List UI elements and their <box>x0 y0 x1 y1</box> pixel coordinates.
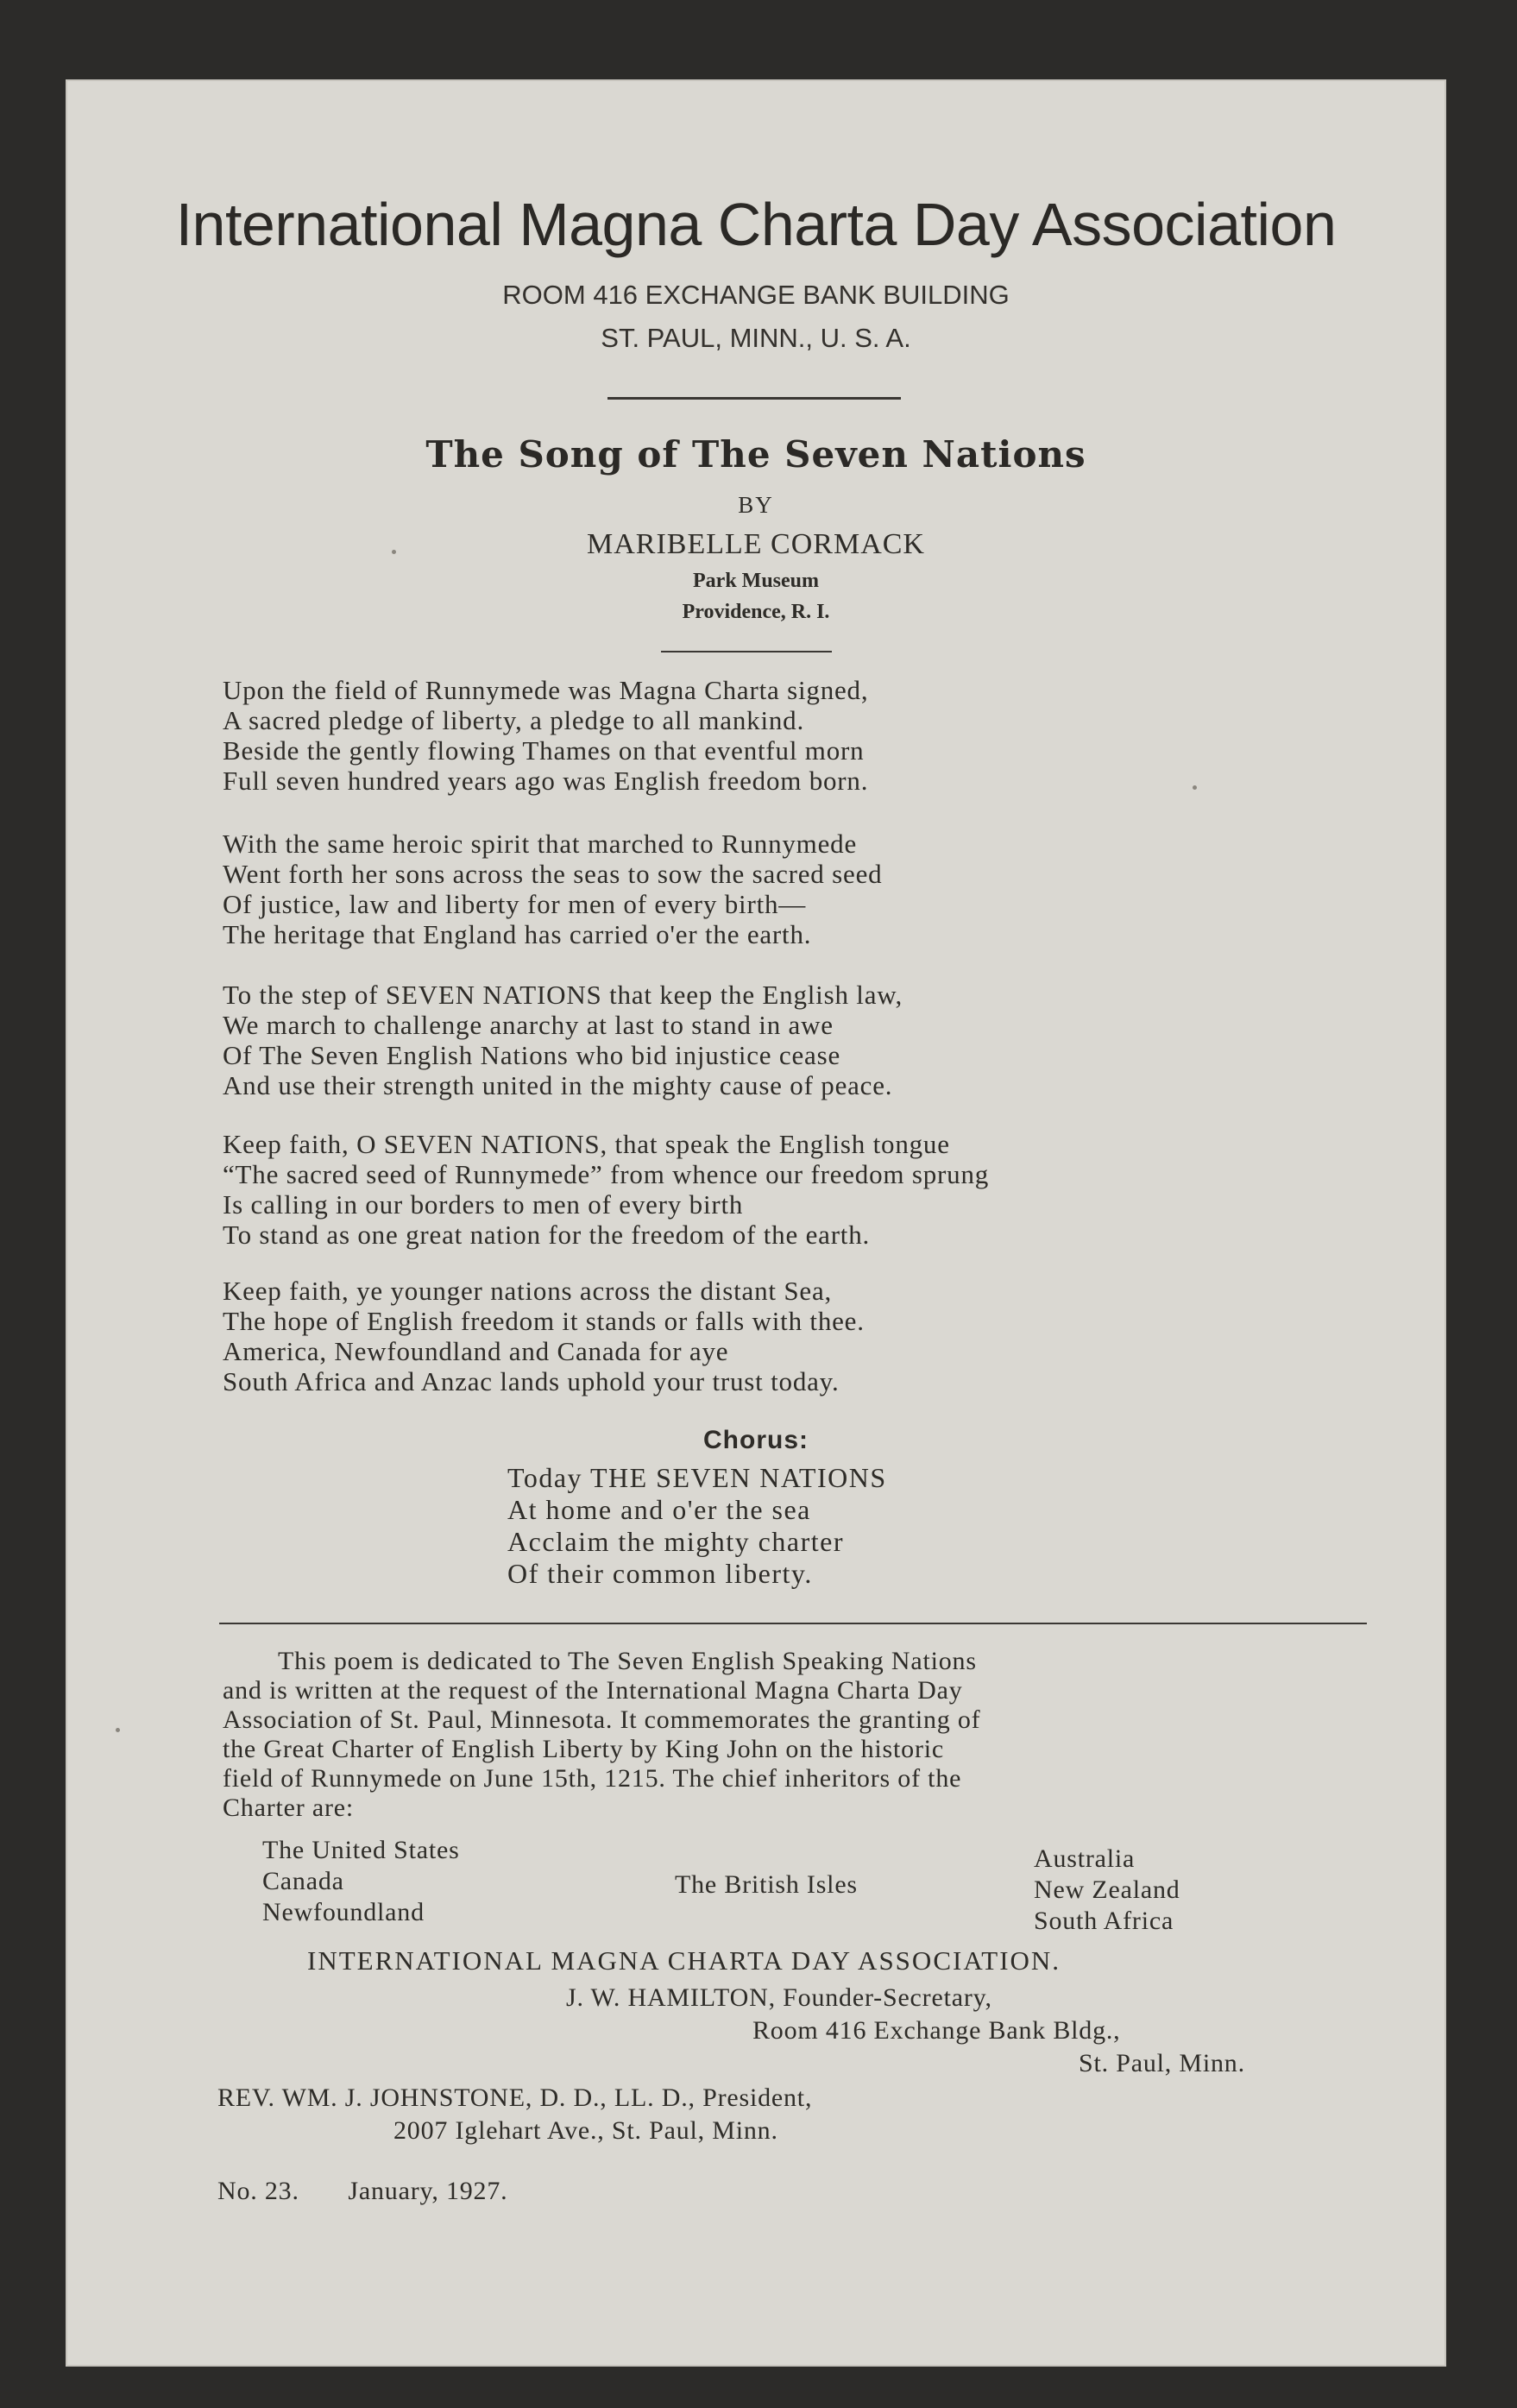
poem-line: South Africa and Anzac lands uphold your trust today. <box>223 1366 840 1396</box>
dedication-paragraph <box>223 1647 1379 1823</box>
byline-label: BY <box>738 492 774 518</box>
poem-stanza-4 <box>223 1129 1379 1250</box>
poem-line: To stand as one great nation for the freedom of the earth. <box>223 1220 871 1250</box>
issue-number: No. 23. <box>217 2177 299 2205</box>
poem-line: To the step of SEVEN NATIONS that keep the English law, <box>223 980 903 1010</box>
poem-stanza-2 <box>223 829 1379 949</box>
country-name: Australia <box>1034 1844 1136 1873</box>
chorus-block <box>507 1462 887 1590</box>
poem-line: Beside the gently flowing Thames on that eventful morn <box>223 735 865 766</box>
poem-line: Of The Seven English Nations who bid injustice cease <box>223 1040 841 1070</box>
poem-stanza-3 <box>223 980 1379 1100</box>
chorus-line: Today THE SEVEN NATIONS <box>507 1462 887 1493</box>
poem-line: Upon the field of Runnymede was Magna Charta signed, <box>223 675 869 705</box>
chorus-heading: Chorus: <box>703 1426 809 1454</box>
paper-speck <box>392 550 396 554</box>
dedication-line: the Great Charter of English Liberty by King John on the historic <box>223 1735 944 1763</box>
author-name: MARIBELLE CORMACK <box>587 528 925 560</box>
poem-line: We march to challenge anarchy at last to stand in awe <box>223 1010 834 1040</box>
country-name: Newfoundland <box>262 1898 425 1926</box>
country-name: New Zealand <box>1034 1875 1180 1904</box>
signature-founder: J. W. HAMILTON, Founder-Secretary, <box>566 1983 992 2012</box>
author-affiliation: Park Museum <box>693 570 819 592</box>
chorus-line: At home and o'er the sea <box>507 1494 811 1525</box>
country-name: Canada <box>262 1867 344 1895</box>
poem-line: The heritage that England has carried o'er the earth. <box>223 919 812 949</box>
poem-line: And use their strength united in the mighty cause of peace. <box>223 1070 893 1100</box>
chorus-line: Of their common liberty. <box>507 1558 813 1589</box>
countries-center <box>675 1869 858 1901</box>
org-title: International Magna Charta Day Association <box>175 191 1337 258</box>
poem-line: Keep faith, O SEVEN NATIONS, that speak the English tongue <box>223 1129 950 1159</box>
poem-stanza-1 <box>223 675 1379 796</box>
signature-president-address: 2007 Iglehart Ave., St. Paul, Minn. <box>393 2116 778 2145</box>
poem-line: A sacred pledge of liberty, a pledge to all mankind. <box>223 705 805 735</box>
address-line-1: ROOM 416 EXCHANGE BANK BUILDING <box>502 280 1010 310</box>
issue-date: January, 1927. <box>348 2177 508 2205</box>
poem-line: Keep faith, ye younger nations across the distant Sea, <box>223 1276 833 1306</box>
country-name: South Africa <box>1034 1907 1174 1935</box>
song-title: The Song of The Seven Nations <box>425 433 1086 476</box>
poem-line: Went forth her sons across the seas to sow the sacred seed <box>223 859 883 889</box>
dedication-line: and is written at the request of the International Magna Charta Day <box>223 1676 963 1705</box>
poem-stanza-5 <box>223 1276 1379 1396</box>
country-name: The British Isles <box>675 1870 858 1899</box>
poem-line: “The sacred seed of Runnymede” from whence our freedom sprung <box>223 1159 990 1189</box>
address-line-2: ST. PAUL, MINN., U. S. A. <box>601 323 911 353</box>
dedication-line: Association of St. Paul, Minnesota. It commemorates the granting of <box>223 1705 981 1734</box>
poem-line: Full seven hundred years ago was English freedom born. <box>223 766 869 796</box>
poem-line: With the same heroic spirit that marched to Runnymede <box>223 829 858 859</box>
countries-left <box>262 1835 460 1928</box>
signature-president: REV. WM. J. JOHNSTONE, D. D., LL. D., President, <box>217 2083 813 2112</box>
signature-org: INTERNATIONAL MAGNA CHARTA DAY ASSOCIATION. <box>307 1945 1061 1976</box>
poem-line: Of justice, law and liberty for men of every birth— <box>223 889 807 919</box>
paper-speck <box>1193 785 1197 790</box>
poem-line: Is calling in our borders to men of every birth <box>223 1189 744 1220</box>
author-location: Providence, R. I. <box>682 601 830 623</box>
dedication-line: field of Runnymede on June 15th, 1215. The chief inheritors of the <box>223 1764 962 1793</box>
title-rule <box>661 651 832 652</box>
footer <box>217 2177 507 2206</box>
header-rule <box>607 397 901 400</box>
country-name: The United States <box>262 1836 460 1864</box>
section-divider <box>219 1623 1367 1624</box>
dedication-line: This poem is dedicated to The Seven English Speaking Nations <box>278 1647 977 1675</box>
poem-line: The hope of English freedom it stands or falls with thee. <box>223 1306 865 1336</box>
document-page <box>66 79 1446 2367</box>
dedication-line: Charter are: <box>223 1793 355 1822</box>
countries-right <box>1034 1844 1180 1937</box>
poem-line: America, Newfoundland and Canada for aye <box>223 1336 729 1366</box>
paper-speck <box>116 1728 120 1732</box>
signature-room: Room 416 Exchange Bank Bldg., <box>752 2016 1121 2045</box>
signature-city: St. Paul, Minn. <box>1079 2049 1245 2077</box>
chorus-line: Acclaim the mighty charter <box>507 1526 844 1557</box>
